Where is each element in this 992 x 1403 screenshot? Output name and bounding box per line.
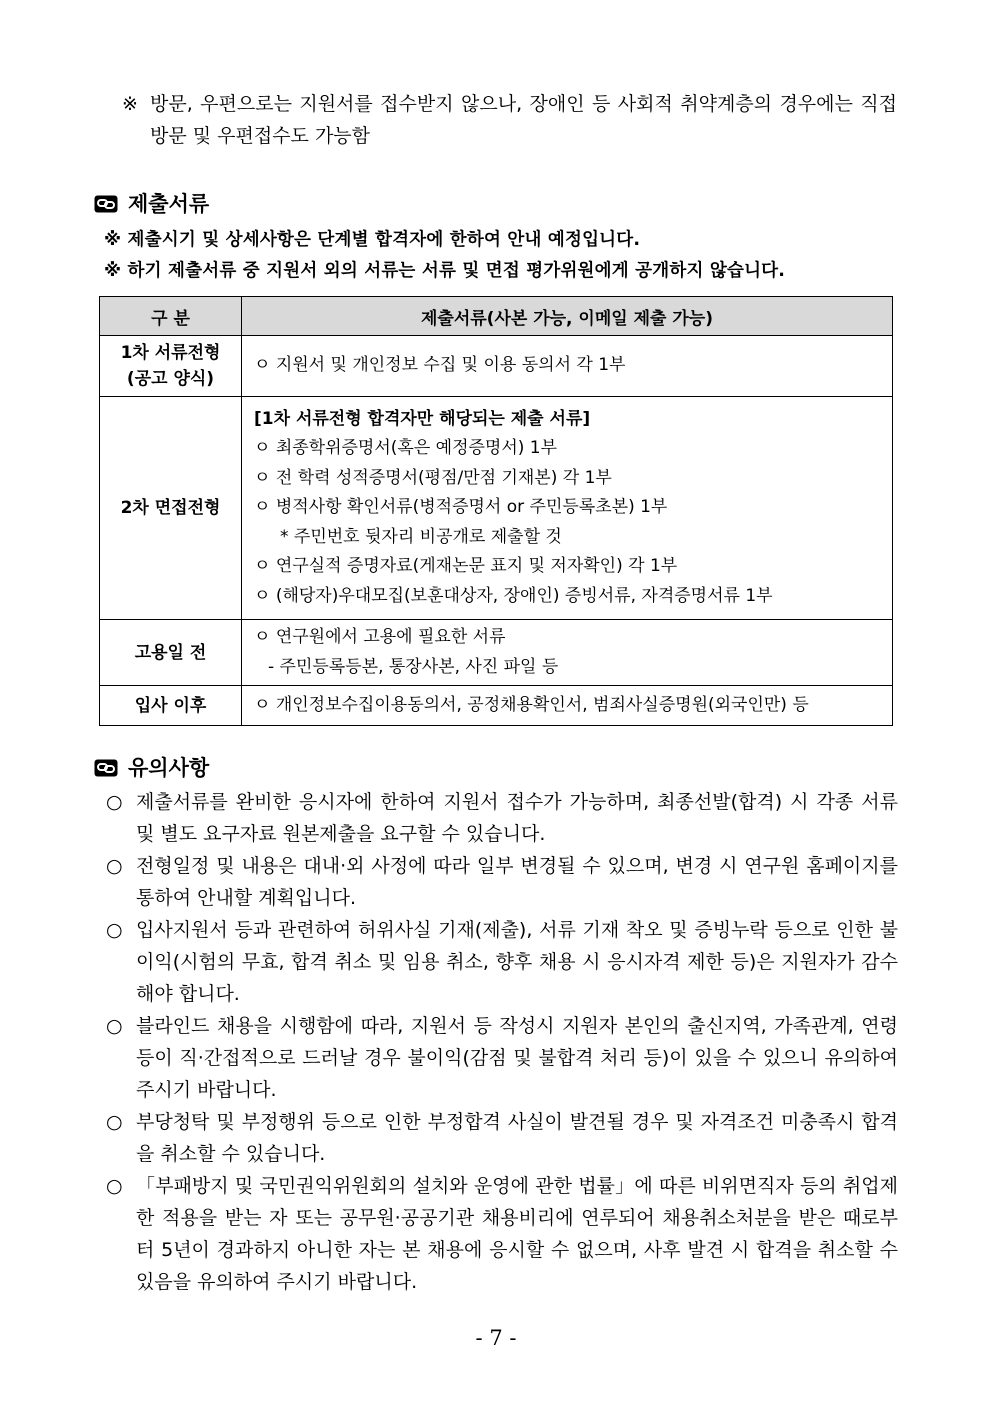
link-icon [94,758,118,776]
table-row [100,686,893,726]
documents-table [99,296,893,726]
notes-list [106,786,898,1298]
section-heading-documents [94,188,209,218]
list-item-note: - 주민등록등본, 통장사본, 사진 파일 등 [268,656,559,677]
list-item: ㅇ 연구실적 증명자료(게재논문 표지 및 저자확인) 각 1부 [254,556,678,577]
table-row [100,397,893,620]
header-category: 구 분 [100,297,242,336]
list-item: ㅇ (해당자)우대모집(보훈대상자, 장애인) 증빙서류, 자격증명서류 1부 [254,585,773,606]
list-item: ○ 제출서류를 완비한 응시자에 한하여 지원서 접수가 가능하며, 최종선발(합격) 시 각종 서류 및 별도 요구자료 원본제출을 요구할 수 있습니다. [106,786,898,850]
bullet-mark: ○ [106,855,123,877]
section-title: 제출서류 [128,192,210,216]
list-item: ㅇ 개인정보수집이용동의서, 공정채용확인서, 범죄사실증명원(외국인만) 등 [254,694,809,715]
bullet-mark: ○ [106,1175,123,1197]
table-header-row [100,297,893,336]
list-item: ○ 입사지원서 등과 관련하여 허위사실 기재(제출), 서류 기재 착오 및 증빙누락 등으로 인한 불이익(시험의 무효, 합격 취소 및 임용 취소, 향후 채용 시 응시자격 제한 등)은 지원자가 감수해야 합니다. [106,914,898,1010]
bullet-mark: ○ [106,791,123,813]
table-row [100,620,893,686]
list-item: ㅇ 병적사항 확인서류(병적증명서 or 주민등록초본) 1부 [254,497,668,518]
table-row [100,336,893,397]
header-documents: 제출서류(사본 가능, 이메일 제출 가능) [242,297,893,336]
row-items [242,686,893,726]
row-items [242,620,893,686]
list-item: ㅇ 전 학력 성적증명서(평점/만점 기재본) 각 1부 [254,467,612,488]
row-items [242,397,893,620]
list-item: ㅇ 연구원에서 고용에 필요한 서류 [254,627,506,647]
list-item: ○ 부당청탁 및 부정행위 등으로 인한 부정합격 사실이 발견될 경우 및 자격조건 미충족시 합격을 취소할 수 있습니다. [106,1106,898,1170]
row-items [242,336,893,397]
row-category: 입사 이후 [100,686,242,726]
row-category: 고용일 전 [100,620,242,686]
section-title: 유의사항 [128,756,210,780]
list-item-note: * 주민번호 뒷자리 비공개로 제출할 것 [280,526,562,547]
row-category: 1차 서류전형 (공고 양식) [100,336,242,397]
list-item: ㅇ 지원서 및 개인정보 수집 및 이용 동의서 각 1부 [254,355,626,376]
list-heading: [1차 서류전형 합격자만 해당되는 제출 서류] [254,408,591,429]
disclosure-note: ※ 하기 제출서류 중 지원서 외의 서류는 서류 및 면접 평가위원에게 공개하지 않습니다. [104,261,786,281]
list-item: ○ 전형일정 및 내용은 대내·외 사정에 따라 일부 변경될 수 있으며, 변경 시 연구원 홈페이지를 통하여 안내할 계획입니다. [106,850,898,914]
bullet-mark: ○ [106,1015,123,1037]
list-item: ○ 「부패방지 및 국민권익위원회의 설치와 운영에 관한 법률」에 따른 비위면직자 등의 취업제한 적용을 받는 자 또는 공무원·공공기관 채용비리에 연루되어 채용취소처분을 받은 때로부터 5년이 경과하지 아니한 자는 본 채용에 응시할 수 없으며, 사후 발견 시 합격을 취소할 수 있음을 유의하여 주시기 바랍니다. [106,1170,898,1298]
list-item: ㅇ 최종학위증명서(혹은 예정증명서) 1부 [254,438,558,459]
list-item: ○ 블라인드 채용을 시행함에 따라, 지원서 등 작성시 지원자 본인의 출신지역, 가족관계, 연령 등이 직·간접적으로 드러날 경우 불이익(감점 및 불합격 처리 등)이 있을 수 있으니 유의하여 주시기 바랍니다. [106,1010,898,1106]
bullet-mark: ○ [106,919,123,941]
bullet-mark: ○ [106,1111,123,1133]
section-heading-notes [94,752,209,782]
page-number: - 7 - [475,1326,517,1350]
row-category: 2차 면접전형 [100,397,242,620]
reference-mark: ※ [122,93,138,115]
top-note-text: 방문, 우편으로는 지원서를 접수받지 않으나, 장애인 등 사회적 취약계층의 경우에는 직접방문 및 우편접수도 가능함 [150,93,897,147]
top-note [122,88,897,152]
submission-note: ※ 제출시기 및 상세사항은 단계별 합격자에 한하여 안내 예정입니다. [104,230,641,250]
link-icon [94,194,118,212]
